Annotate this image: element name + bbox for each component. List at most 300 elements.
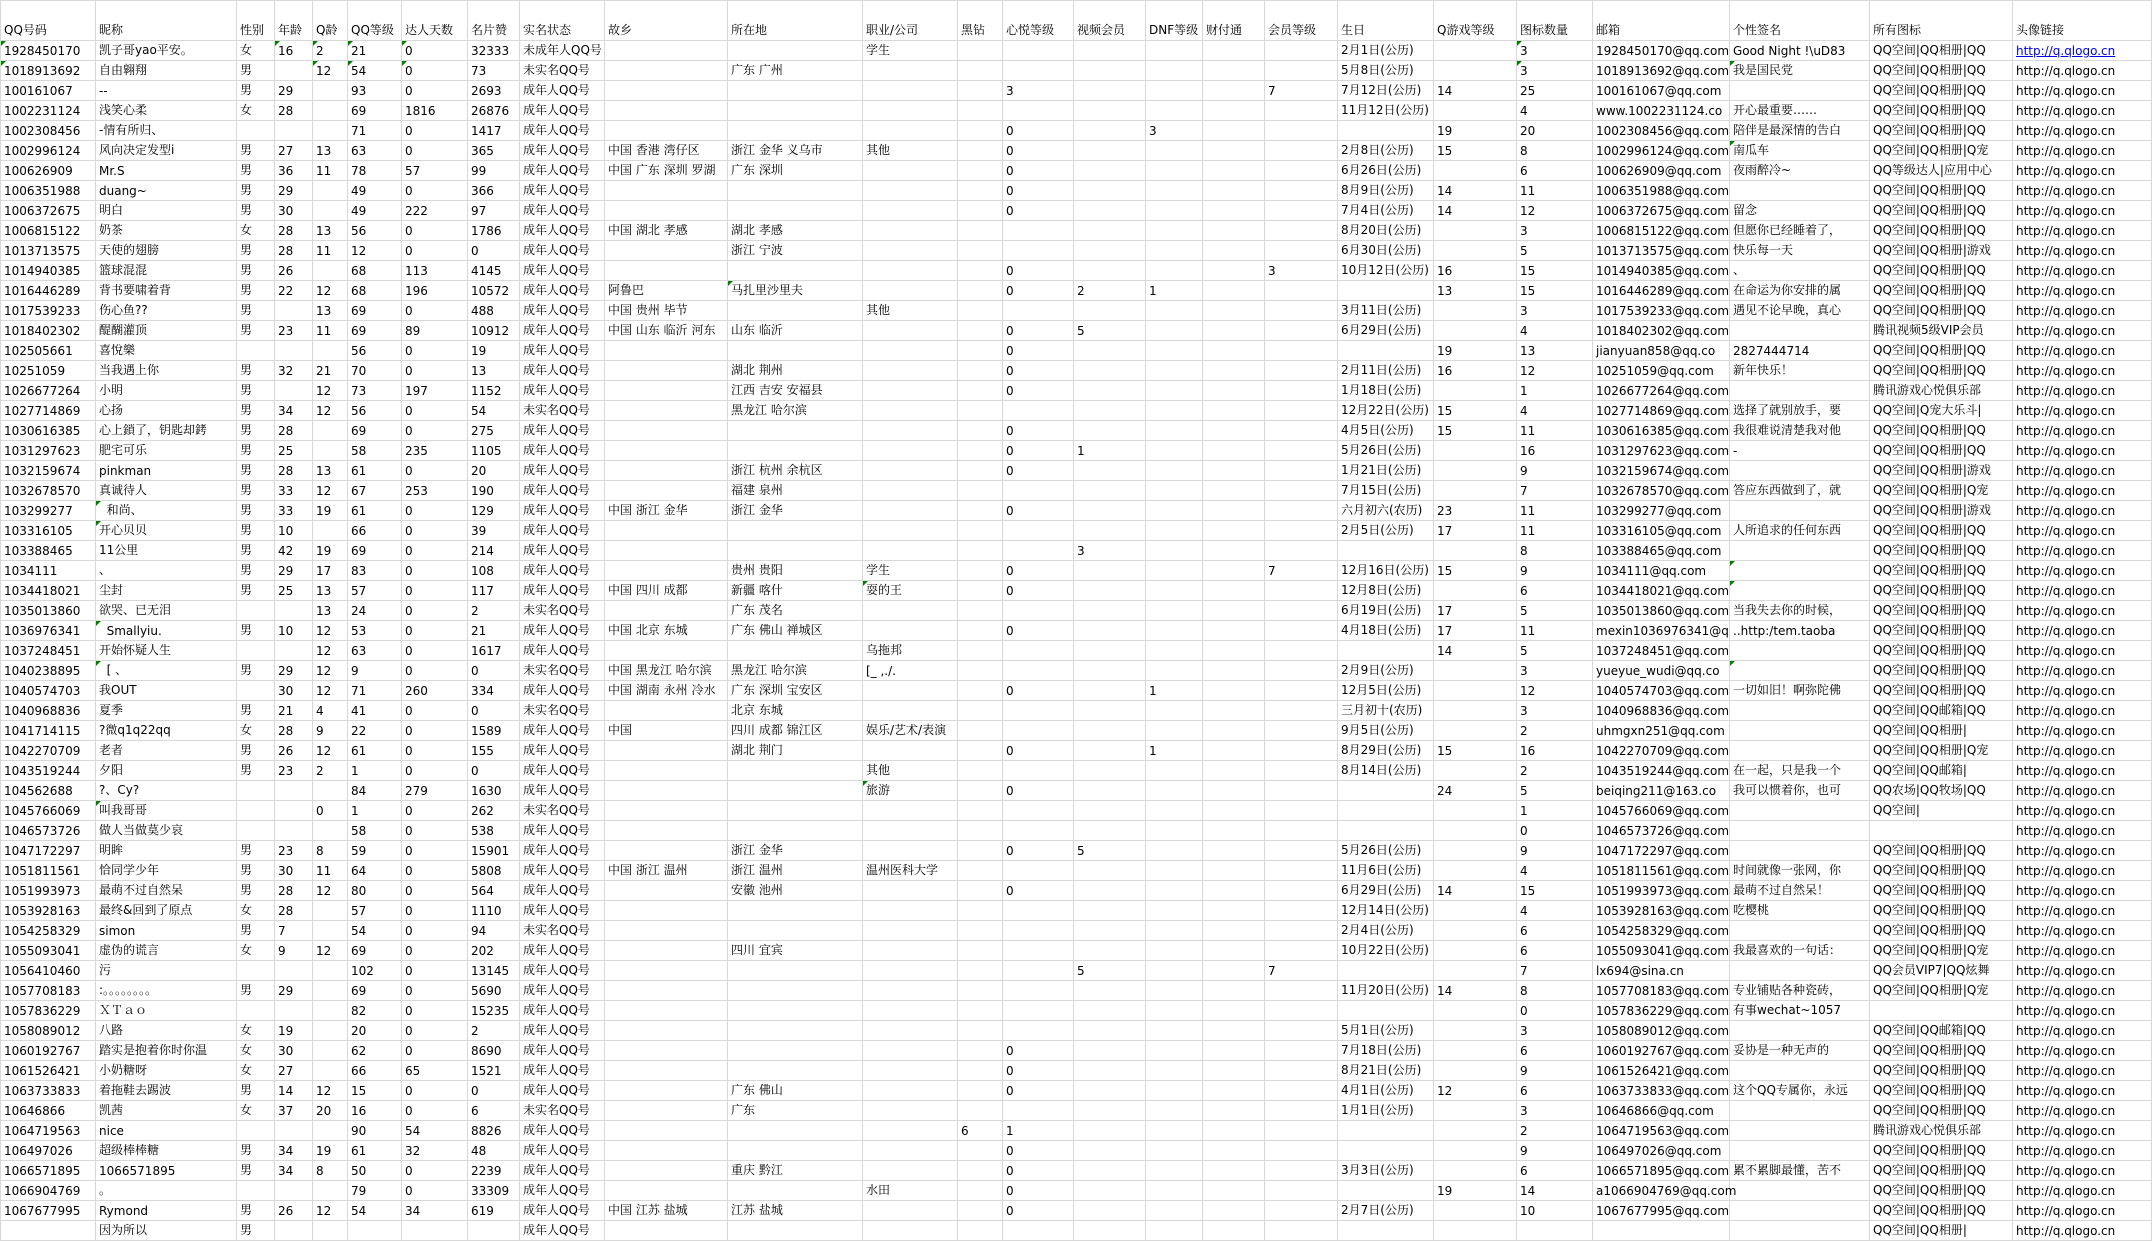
cell-tenpay[interactable] [1203, 221, 1265, 241]
cell-q_game_level[interactable]: 15 [1434, 561, 1517, 581]
cell-email[interactable]: 100626909@qq.com [1593, 161, 1730, 181]
cell-nickname[interactable]: 天使的翅膀 [96, 241, 237, 261]
cell-xinyue_level[interactable]: 3 [1003, 81, 1074, 101]
cell-qq_number[interactable]: 1027714869 [1, 401, 96, 421]
cell-xinyue_level[interactable] [1003, 1221, 1074, 1241]
cell-tenpay[interactable] [1203, 761, 1265, 781]
cell-location[interactable] [728, 1041, 863, 1061]
cell-realname_status[interactable]: 成年人QQ号 [520, 441, 605, 461]
cell-avatar_link[interactable]: http://q.qlogo.cn [2013, 1021, 2152, 1041]
cell-video_vip[interactable] [1074, 741, 1146, 761]
column-header-qq_number[interactable]: QQ号码 [1, 1, 96, 41]
cell-vip_level[interactable] [1265, 61, 1338, 81]
cell-qq_level[interactable]: 49 [348, 181, 402, 201]
cell-gender[interactable]: 男 [237, 201, 275, 221]
cell-qq_level[interactable]: 78 [348, 161, 402, 181]
cell-card_likes[interactable]: 1521 [468, 1061, 520, 1081]
cell-xinyue_level[interactable]: 0 [1003, 1181, 1074, 1201]
cell-tenpay[interactable] [1203, 661, 1265, 681]
cell-video_vip[interactable] [1074, 41, 1146, 61]
cell-signature[interactable]: 南瓜车 [1730, 141, 1870, 161]
cell-job_company[interactable] [863, 281, 958, 301]
cell-hometown[interactable]: 中国 湖北 孝感 [605, 221, 728, 241]
cell-xinyue_level[interactable]: 0 [1003, 841, 1074, 861]
cell-location[interactable] [728, 641, 863, 661]
cell-qq_level[interactable]: 66 [348, 521, 402, 541]
cell-hometown[interactable] [605, 601, 728, 621]
cell-gender[interactable]: 女 [237, 1061, 275, 1081]
cell-all_icons[interactable]: QQ空间|QQ相册|游戏 [1870, 461, 2013, 481]
cell-video_vip[interactable] [1074, 881, 1146, 901]
cell-black_diamond[interactable] [958, 1221, 1003, 1241]
cell-tenpay[interactable] [1203, 141, 1265, 161]
cell-dnf_level[interactable] [1146, 981, 1203, 1001]
cell-job_company[interactable] [863, 221, 958, 241]
cell-black_diamond[interactable] [958, 841, 1003, 861]
cell-nickname[interactable]: 醍醐灌顶 [96, 321, 237, 341]
cell-card_likes[interactable]: 1589 [468, 721, 520, 741]
cell-qq_number[interactable]: 1006351988 [1, 181, 96, 201]
cell-location[interactable]: 浙江 宁波 [728, 241, 863, 261]
cell-birthday[interactable]: 1月21日(公历) [1338, 461, 1434, 481]
cell-job_company[interactable] [863, 1081, 958, 1101]
cell-vip_level[interactable]: 7 [1265, 961, 1338, 981]
cell-card_likes[interactable]: 13 [468, 361, 520, 381]
cell-vip_level[interactable] [1265, 921, 1338, 941]
cell-email[interactable]: lx694@sina.cn [1593, 961, 1730, 981]
cell-avatar_link[interactable]: http://q.qlogo.cn [2013, 341, 2152, 361]
cell-qq_number[interactable]: 1041714115 [1, 721, 96, 741]
cell-vip_level[interactable] [1265, 501, 1338, 521]
cell-gender[interactable]: 女 [237, 1041, 275, 1061]
cell-tenpay[interactable] [1203, 641, 1265, 661]
cell-nickname[interactable]: Rymond [96, 1201, 237, 1221]
cell-dnf_level[interactable] [1146, 961, 1203, 981]
cell-job_company[interactable] [863, 601, 958, 621]
cell-all_icons[interactable]: QQ空间|QQ相册|Q宠 [1870, 481, 2013, 501]
cell-q_game_level[interactable]: 14 [1434, 981, 1517, 1001]
cell-age[interactable]: 23 [275, 841, 313, 861]
cell-q_game_level[interactable]: 16 [1434, 361, 1517, 381]
cell-q_age[interactable]: 12 [313, 741, 348, 761]
cell-xinyue_level[interactable]: 0 [1003, 1041, 1074, 1061]
cell-email[interactable]: 1032678570@qq.com [1593, 481, 1730, 501]
cell-daren_days[interactable]: 0 [402, 561, 468, 581]
cell-vip_level[interactable] [1265, 41, 1338, 61]
cell-email[interactable]: 1043519244@qq.com [1593, 761, 1730, 781]
cell-job_company[interactable] [863, 741, 958, 761]
cell-signature[interactable] [1730, 501, 1870, 521]
cell-xinyue_level[interactable]: 0 [1003, 561, 1074, 581]
cell-tenpay[interactable] [1203, 321, 1265, 341]
cell-tenpay[interactable] [1203, 1141, 1265, 1161]
cell-nickname[interactable]: 心扬 [96, 401, 237, 421]
column-header-black_diamond[interactable]: 黑钻 [958, 1, 1003, 41]
cell-avatar_link[interactable]: http://q.qlogo.cn [2013, 221, 2152, 241]
cell-dnf_level[interactable] [1146, 1021, 1203, 1041]
cell-nickname[interactable]: 明白 [96, 201, 237, 221]
cell-black_diamond[interactable] [958, 301, 1003, 321]
cell-gender[interactable]: 男 [237, 301, 275, 321]
cell-birthday[interactable]: 8月29日(公历) [1338, 741, 1434, 761]
cell-avatar_link[interactable]: http://q.qlogo.cn [2013, 321, 2152, 341]
cell-card_likes[interactable]: 10912 [468, 321, 520, 341]
cell-realname_status[interactable]: 成年人QQ号 [520, 381, 605, 401]
cell-icon_count[interactable]: 11 [1517, 521, 1593, 541]
cell-gender[interactable] [237, 341, 275, 361]
cell-nickname[interactable]: simon [96, 921, 237, 941]
cell-q_age[interactable] [313, 1121, 348, 1141]
cell-q_game_level[interactable] [1434, 661, 1517, 681]
cell-hometown[interactable] [605, 781, 728, 801]
cell-qq_number[interactable]: 1040968836 [1, 701, 96, 721]
cell-qq_number[interactable]: 1032159674 [1, 461, 96, 481]
cell-qq_number[interactable]: 1066904769 [1, 1181, 96, 1201]
cell-job_company[interactable] [863, 541, 958, 561]
cell-age[interactable]: 23 [275, 321, 313, 341]
cell-icon_count[interactable] [1517, 1221, 1593, 1241]
cell-age[interactable]: 29 [275, 81, 313, 101]
cell-all_icons[interactable] [1870, 821, 2013, 841]
cell-icon_count[interactable]: 1 [1517, 801, 1593, 821]
cell-q_game_level[interactable]: 15 [1434, 401, 1517, 421]
cell-video_vip[interactable] [1074, 461, 1146, 481]
cell-icon_count[interactable]: 14 [1517, 1181, 1593, 1201]
cell-xinyue_level[interactable]: 0 [1003, 1161, 1074, 1181]
cell-q_age[interactable] [313, 441, 348, 461]
cell-location[interactable]: 浙江 金华 义乌市 [728, 141, 863, 161]
cell-qq_level[interactable]: 69 [348, 101, 402, 121]
cell-icon_count[interactable]: 5 [1517, 601, 1593, 621]
cell-tenpay[interactable] [1203, 301, 1265, 321]
cell-all_icons[interactable]: QQ空间|QQ相册| [1870, 1221, 2013, 1241]
cell-q_age[interactable]: 13 [313, 461, 348, 481]
cell-age[interactable] [275, 961, 313, 981]
cell-black_diamond[interactable] [958, 581, 1003, 601]
cell-all_icons[interactable]: QQ空间|QQ相册|QQ [1870, 661, 2013, 681]
cell-icon_count[interactable]: 2 [1517, 761, 1593, 781]
column-header-xinyue_level[interactable]: 心悦等级 [1003, 1, 1074, 41]
cell-job_company[interactable] [863, 481, 958, 501]
cell-age[interactable]: 10 [275, 521, 313, 541]
cell-all_icons[interactable] [1870, 1001, 2013, 1021]
cell-qq_number[interactable] [1, 1221, 96, 1241]
cell-icon_count[interactable]: 9 [1517, 561, 1593, 581]
cell-qq_number[interactable]: 10646866 [1, 1101, 96, 1121]
cell-xinyue_level[interactable] [1003, 241, 1074, 261]
cell-signature[interactable] [1730, 921, 1870, 941]
cell-card_likes[interactable]: 39 [468, 521, 520, 541]
cell-birthday[interactable] [1338, 1181, 1434, 1201]
cell-age[interactable]: 28 [275, 221, 313, 241]
cell-xinyue_level[interactable]: 0 [1003, 261, 1074, 281]
cell-hometown[interactable] [605, 541, 728, 561]
cell-job_company[interactable]: 耍的王 [863, 581, 958, 601]
cell-email[interactable]: 103299277@qq.com [1593, 501, 1730, 521]
column-header-avatar_link[interactable]: 头像链接 [2013, 1, 2152, 41]
cell-qq_level[interactable]: 63 [348, 641, 402, 661]
cell-signature[interactable]: 我很难说清楚我对他 [1730, 421, 1870, 441]
cell-icon_count[interactable]: 11 [1517, 181, 1593, 201]
cell-tenpay[interactable] [1203, 701, 1265, 721]
cell-q_age[interactable]: 12 [313, 281, 348, 301]
cell-job_company[interactable]: 水田 [863, 1181, 958, 1201]
cell-icon_count[interactable]: 12 [1517, 361, 1593, 381]
cell-nickname[interactable]: 11公里 [96, 541, 237, 561]
cell-qq_number[interactable]: 1047172297 [1, 841, 96, 861]
cell-email[interactable]: yueyue_wudi@qq.co [1593, 661, 1730, 681]
cell-age[interactable]: 30 [275, 201, 313, 221]
cell-job_company[interactable] [863, 401, 958, 421]
cell-video_vip[interactable] [1074, 341, 1146, 361]
cell-qq_number[interactable]: 1040238895 [1, 661, 96, 681]
cell-q_age[interactable]: 19 [313, 501, 348, 521]
cell-birthday[interactable]: 10月12日(公历) [1338, 261, 1434, 281]
cell-realname_status[interactable]: 成年人QQ号 [520, 1061, 605, 1081]
cell-icon_count[interactable]: 7 [1517, 961, 1593, 981]
cell-icon_count[interactable]: 15 [1517, 281, 1593, 301]
cell-xinyue_level[interactable]: 0 [1003, 581, 1074, 601]
cell-video_vip[interactable] [1074, 1201, 1146, 1221]
cell-avatar_link[interactable]: http://q.qlogo.cn [2013, 561, 2152, 581]
cell-nickname[interactable]: 明眸 [96, 841, 237, 861]
cell-gender[interactable]: 男 [237, 921, 275, 941]
cell-q_game_level[interactable]: 23 [1434, 501, 1517, 521]
cell-icon_count[interactable]: 0 [1517, 821, 1593, 841]
cell-black_diamond[interactable] [958, 721, 1003, 741]
cell-gender[interactable]: 男 [237, 441, 275, 461]
cell-daren_days[interactable]: 0 [402, 741, 468, 761]
cell-q_age[interactable] [313, 781, 348, 801]
cell-black_diamond[interactable] [958, 1021, 1003, 1041]
cell-qq_number[interactable]: 106497026 [1, 1141, 96, 1161]
cell-realname_status[interactable]: 成年人QQ号 [520, 1221, 605, 1241]
cell-email[interactable]: 1051993973@qq.com [1593, 881, 1730, 901]
cell-gender[interactable]: 男 [237, 861, 275, 881]
cell-nickname[interactable]: 小明 [96, 381, 237, 401]
cell-icon_count[interactable]: 6 [1517, 921, 1593, 941]
cell-age[interactable]: 37 [275, 1101, 313, 1121]
cell-email[interactable]: 1040968836@qq.com [1593, 701, 1730, 721]
cell-black_diamond[interactable] [958, 1101, 1003, 1121]
cell-q_game_level[interactable] [1434, 1121, 1517, 1141]
cell-age[interactable] [275, 641, 313, 661]
cell-location[interactable] [728, 261, 863, 281]
cell-job_company[interactable]: 其他 [863, 141, 958, 161]
cell-dnf_level[interactable] [1146, 101, 1203, 121]
cell-qq_number[interactable]: 1018402302 [1, 321, 96, 341]
cell-q_age[interactable]: 11 [313, 321, 348, 341]
cell-all_icons[interactable]: QQ空间| [1870, 801, 2013, 821]
cell-job_company[interactable] [863, 381, 958, 401]
cell-black_diamond[interactable] [958, 861, 1003, 881]
cell-nickname[interactable]: 背书要啸着背 [96, 281, 237, 301]
cell-email[interactable]: 100161067@qq.com [1593, 81, 1730, 101]
cell-gender[interactable]: 男 [237, 461, 275, 481]
cell-daren_days[interactable]: 0 [402, 841, 468, 861]
cell-xinyue_level[interactable]: 0 [1003, 321, 1074, 341]
cell-q_game_level[interactable] [1434, 101, 1517, 121]
cell-job_company[interactable] [863, 321, 958, 341]
cell-qq_number[interactable]: 1006372675 [1, 201, 96, 221]
cell-realname_status[interactable]: 成年人QQ号 [520, 221, 605, 241]
cell-avatar_link[interactable]: http://q.qlogo.cn [2013, 481, 2152, 501]
cell-card_likes[interactable]: 0 [468, 1081, 520, 1101]
cell-location[interactable] [728, 1001, 863, 1021]
cell-qq_level[interactable]: 90 [348, 1121, 402, 1141]
cell-signature[interactable]: 一切如旧！啊弥陀佛 [1730, 681, 1870, 701]
cell-dnf_level[interactable] [1146, 81, 1203, 101]
cell-daren_days[interactable]: 222 [402, 201, 468, 221]
cell-realname_status[interactable]: 成年人QQ号 [520, 981, 605, 1001]
cell-card_likes[interactable]: 8690 [468, 1041, 520, 1061]
cell-signature[interactable] [1730, 841, 1870, 861]
cell-location[interactable] [728, 761, 863, 781]
cell-hometown[interactable] [605, 881, 728, 901]
cell-black_diamond[interactable] [958, 921, 1003, 941]
cell-qq_level[interactable]: 12 [348, 241, 402, 261]
cell-gender[interactable] [237, 1121, 275, 1141]
cell-q_age[interactable] [313, 1061, 348, 1081]
cell-realname_status[interactable]: 成年人QQ号 [520, 421, 605, 441]
cell-black_diamond[interactable] [958, 281, 1003, 301]
cell-age[interactable]: 16 [275, 41, 313, 61]
cell-xinyue_level[interactable] [1003, 101, 1074, 121]
cell-q_age[interactable]: 19 [313, 1141, 348, 1161]
cell-q_game_level[interactable]: 14 [1434, 201, 1517, 221]
cell-dnf_level[interactable] [1146, 1141, 1203, 1161]
cell-email[interactable]: 1016446289@qq.com [1593, 281, 1730, 301]
cell-vip_level[interactable] [1265, 661, 1338, 681]
cell-qq_level[interactable]: 58 [348, 441, 402, 461]
cell-video_vip[interactable] [1074, 301, 1146, 321]
cell-realname_status[interactable]: 成年人QQ号 [520, 821, 605, 841]
cell-black_diamond[interactable] [958, 181, 1003, 201]
cell-location[interactable]: 北京 东城 [728, 701, 863, 721]
cell-all_icons[interactable]: QQ空间|QQ相册| [1870, 721, 2013, 741]
cell-qq_level[interactable]: 69 [348, 941, 402, 961]
cell-daren_days[interactable]: 0 [402, 541, 468, 561]
cell-black_diamond[interactable] [958, 441, 1003, 461]
cell-realname_status[interactable]: 成年人QQ号 [520, 761, 605, 781]
cell-age[interactable]: 27 [275, 1061, 313, 1081]
cell-age[interactable]: 28 [275, 421, 313, 441]
cell-email[interactable]: 1035013860@qq.com [1593, 601, 1730, 621]
cell-age[interactable]: 25 [275, 581, 313, 601]
cell-hometown[interactable]: 中国 四川 成都 [605, 581, 728, 601]
cell-birthday[interactable] [1338, 1141, 1434, 1161]
cell-location[interactable] [728, 541, 863, 561]
cell-black_diamond[interactable] [958, 501, 1003, 521]
cell-nickname[interactable]: 最终&回到了原点 [96, 901, 237, 921]
cell-vip_level[interactable] [1265, 641, 1338, 661]
cell-gender[interactable]: 男 [237, 241, 275, 261]
cell-age[interactable]: 28 [275, 881, 313, 901]
cell-xinyue_level[interactable] [1003, 61, 1074, 81]
cell-video_vip[interactable] [1074, 1041, 1146, 1061]
cell-avatar_link[interactable]: http://q.qlogo.cn [2013, 921, 2152, 941]
cell-tenpay[interactable] [1203, 1121, 1265, 1141]
cell-signature[interactable] [1730, 801, 1870, 821]
cell-black_diamond[interactable] [958, 601, 1003, 621]
cell-job_company[interactable] [863, 881, 958, 901]
cell-q_game_level[interactable]: 19 [1434, 341, 1517, 361]
cell-qq_level[interactable]: 69 [348, 421, 402, 441]
cell-vip_level[interactable] [1265, 281, 1338, 301]
column-header-age[interactable]: 年龄 [275, 1, 313, 41]
cell-realname_status[interactable]: 未实名QQ号 [520, 61, 605, 81]
cell-birthday[interactable] [1338, 781, 1434, 801]
cell-signature[interactable]: 在一起，只是我一个 [1730, 761, 1870, 781]
cell-job_company[interactable] [863, 61, 958, 81]
cell-qq_level[interactable]: 73 [348, 381, 402, 401]
column-header-all_icons[interactable]: 所有图标 [1870, 1, 2013, 41]
cell-qq_number[interactable]: 1056410460 [1, 961, 96, 981]
cell-signature[interactable]: - [1730, 441, 1870, 461]
cell-qq_number[interactable]: 104562688 [1, 781, 96, 801]
cell-xinyue_level[interactable]: 0 [1003, 281, 1074, 301]
cell-vip_level[interactable] [1265, 581, 1338, 601]
cell-daren_days[interactable]: 32 [402, 1141, 468, 1161]
cell-email[interactable]: 1057836229@qq.com [1593, 1001, 1730, 1021]
cell-dnf_level[interactable] [1146, 341, 1203, 361]
cell-black_diamond[interactable] [958, 321, 1003, 341]
cell-dnf_level[interactable] [1146, 1121, 1203, 1141]
cell-all_icons[interactable]: QQ空间|QQ相册|QQ [1870, 1161, 2013, 1181]
cell-hometown[interactable] [605, 561, 728, 581]
cell-location[interactable] [728, 981, 863, 1001]
cell-q_game_level[interactable] [1434, 1161, 1517, 1181]
cell-avatar_link[interactable]: http://q.qlogo.cn [2013, 1221, 2152, 1241]
cell-qq_number[interactable]: 1042270709 [1, 741, 96, 761]
cell-signature[interactable]: 新年快乐！ [1730, 361, 1870, 381]
cell-daren_days[interactable]: 89 [402, 321, 468, 341]
cell-q_age[interactable] [313, 121, 348, 141]
cell-q_age[interactable] [313, 1181, 348, 1201]
cell-nickname[interactable]: 做人当做莫少哀 [96, 821, 237, 841]
cell-tenpay[interactable] [1203, 1021, 1265, 1041]
cell-qq_number[interactable]: 10251059 [1, 361, 96, 381]
cell-realname_status[interactable]: 成年人QQ号 [520, 1041, 605, 1061]
cell-video_vip[interactable] [1074, 561, 1146, 581]
cell-realname_status[interactable]: 成年人QQ号 [520, 1201, 605, 1221]
cell-avatar_link[interactable]: http://q.qlogo.cn [2013, 101, 2152, 121]
cell-nickname[interactable]: 浅笑心柔 [96, 101, 237, 121]
cell-realname_status[interactable]: 未实名QQ号 [520, 701, 605, 721]
cell-daren_days[interactable]: 113 [402, 261, 468, 281]
cell-tenpay[interactable] [1203, 201, 1265, 221]
cell-icon_count[interactable]: 3 [1517, 61, 1593, 81]
cell-birthday[interactable]: 2月4日(公历) [1338, 921, 1434, 941]
cell-vip_level[interactable] [1265, 1021, 1338, 1041]
cell-all_icons[interactable]: QQ空间|QQ相册|QQ [1870, 181, 2013, 201]
cell-email[interactable]: uhmgxn251@qq.com [1593, 721, 1730, 741]
cell-icon_count[interactable]: 9 [1517, 461, 1593, 481]
cell-email[interactable]: 103316105@qq.com [1593, 521, 1730, 541]
cell-q_age[interactable]: 12 [313, 681, 348, 701]
cell-nickname[interactable]: 当我遇上你 [96, 361, 237, 381]
cell-black_diamond[interactable] [958, 521, 1003, 541]
cell-birthday[interactable]: 5月1日(公历) [1338, 1021, 1434, 1041]
cell-signature[interactable]: 妥协是一种无声的 [1730, 1041, 1870, 1061]
cell-black_diamond[interactable] [958, 361, 1003, 381]
cell-q_game_level[interactable] [1434, 821, 1517, 841]
cell-all_icons[interactable]: QQ空间|QQ相册|QQ [1870, 1041, 2013, 1061]
cell-qq_level[interactable]: 56 [348, 341, 402, 361]
cell-nickname[interactable]: 。 [96, 1181, 237, 1201]
cell-card_likes[interactable]: 10572 [468, 281, 520, 301]
cell-realname_status[interactable]: 未实名QQ号 [520, 401, 605, 421]
